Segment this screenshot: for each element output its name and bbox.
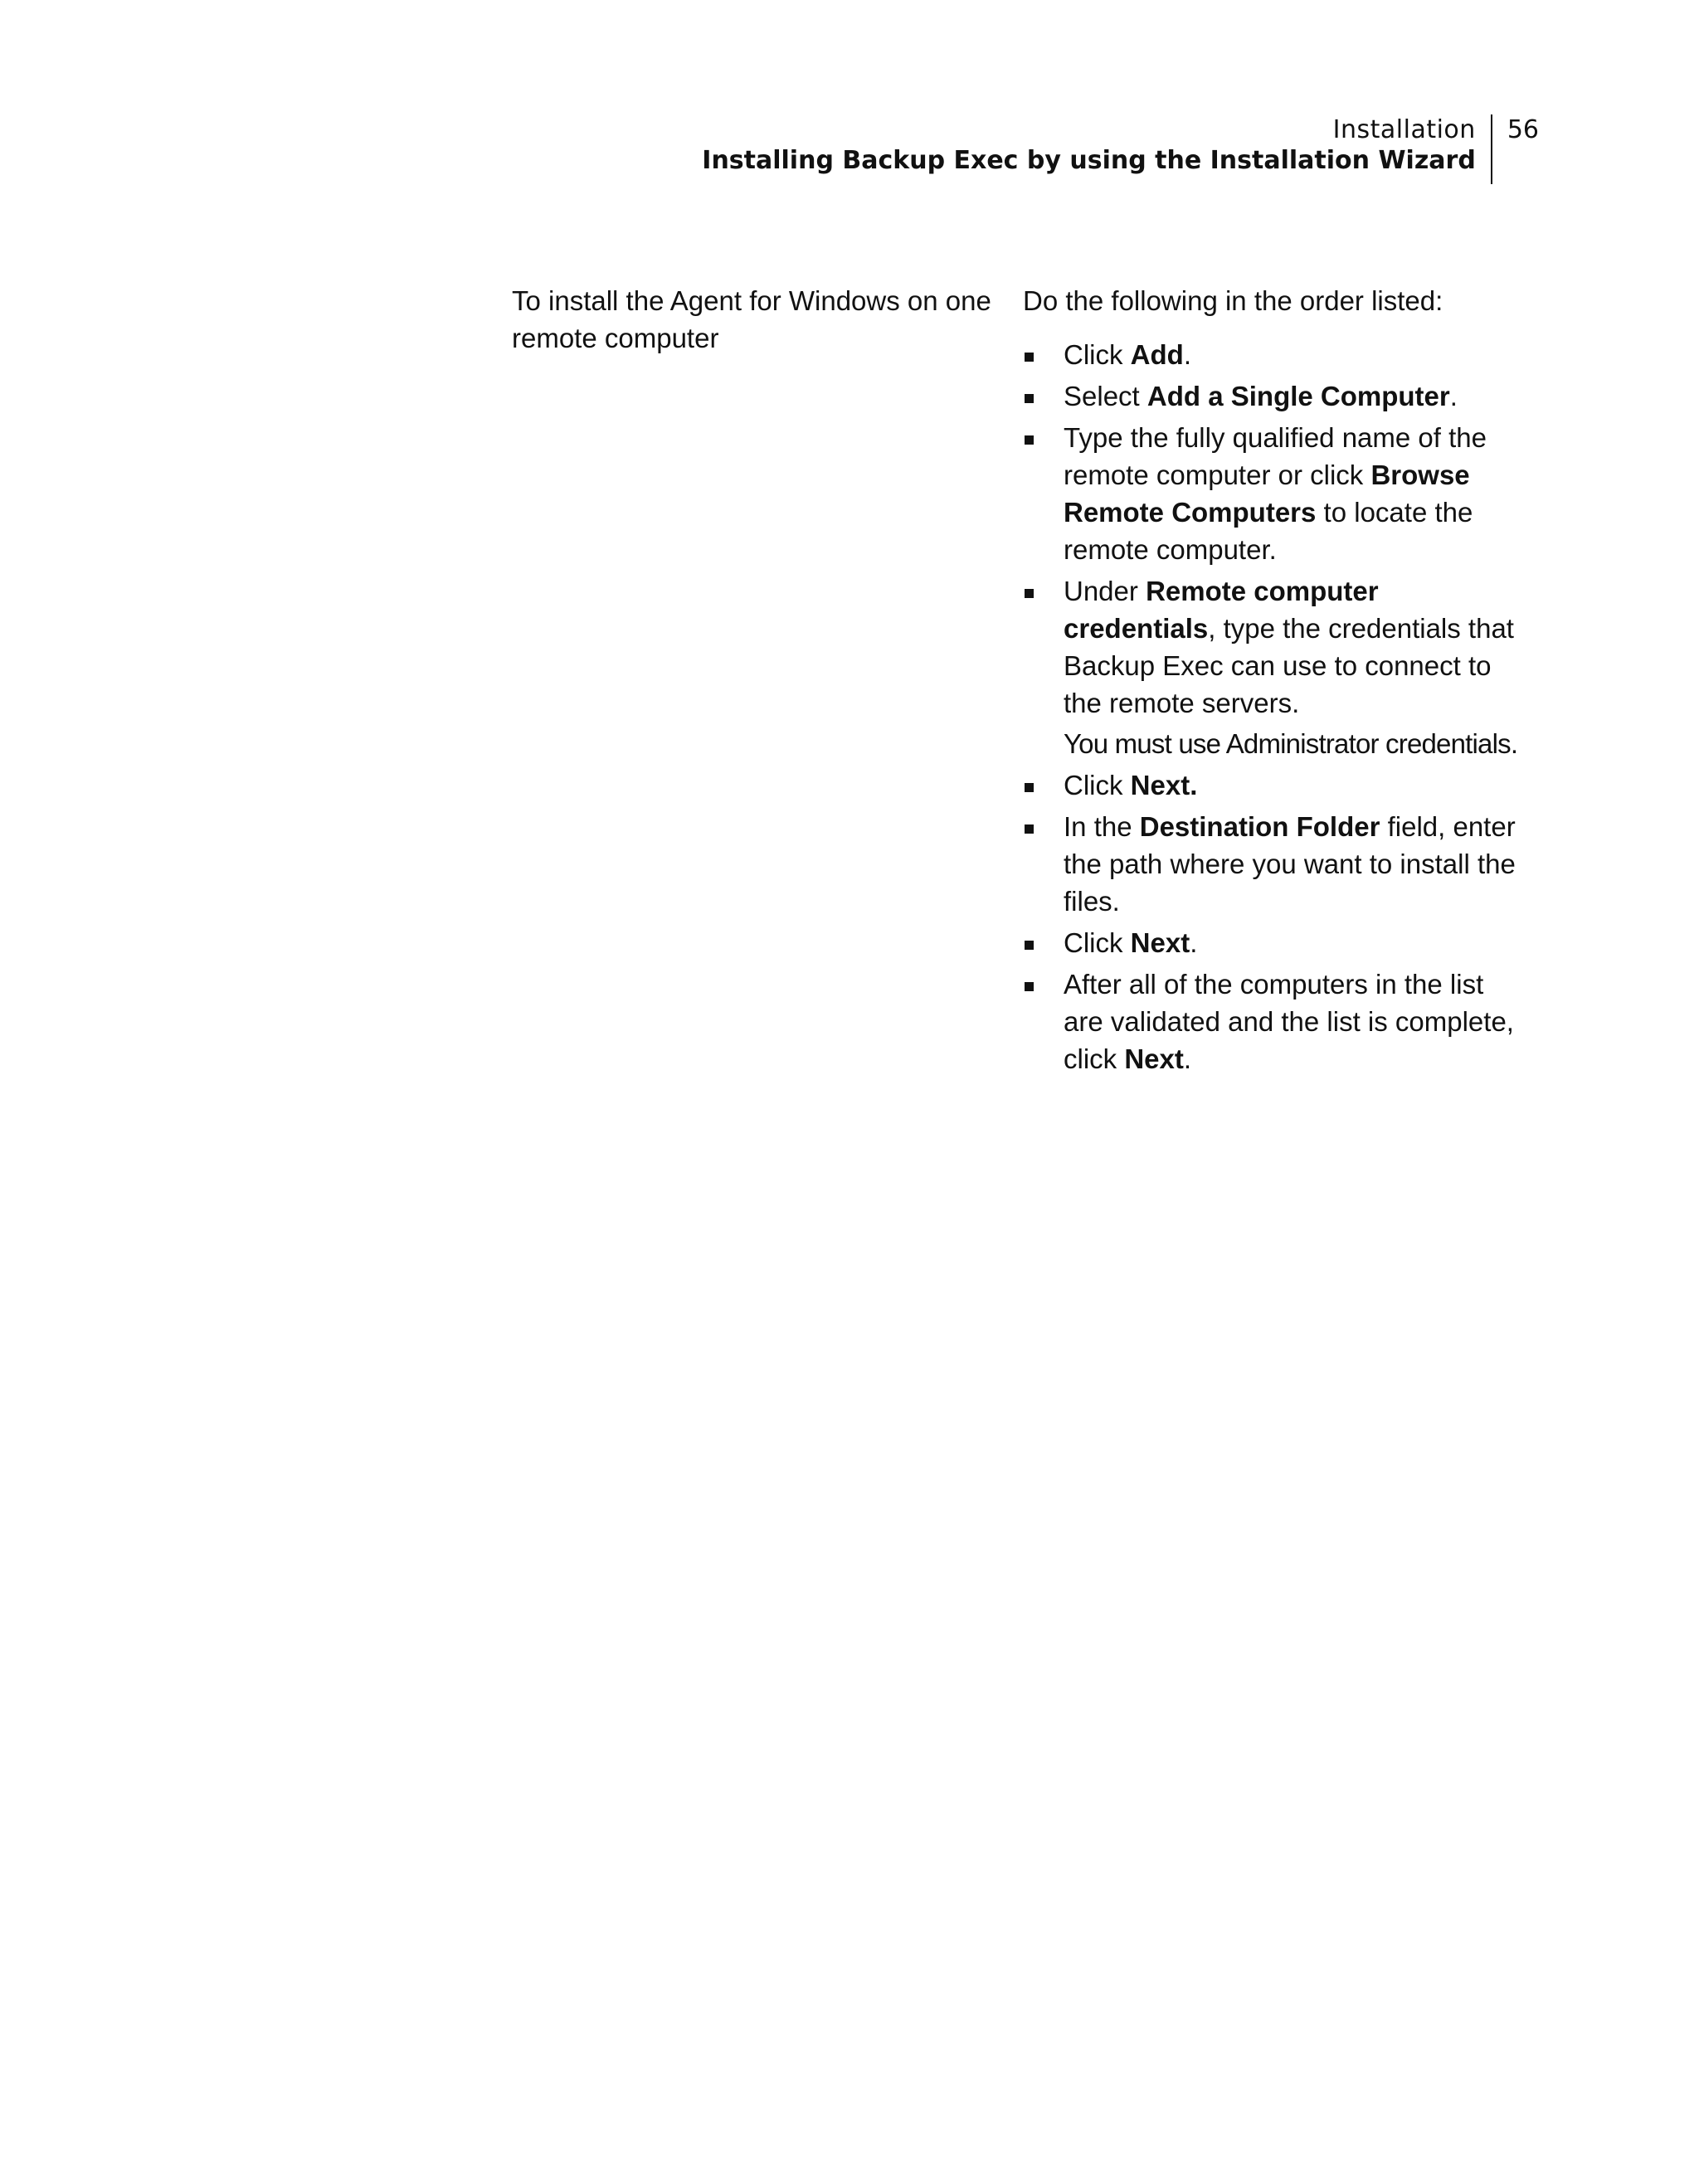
step-ui-term: Next — [1130, 927, 1190, 958]
step-text: field, enter the path where you want to install the files. — [1064, 811, 1516, 917]
square-bullet-icon — [1025, 824, 1034, 834]
step-text: . — [1183, 1043, 1192, 1074]
square-bullet-icon — [1025, 941, 1034, 950]
step-text: Under — [1064, 576, 1146, 606]
step-ui-term: Add a Single Computer — [1146, 381, 1450, 411]
task-description-cell — [512, 282, 1023, 1082]
square-bullet-icon — [1025, 589, 1034, 598]
step-item — [1023, 924, 1526, 961]
square-bullet-icon — [1025, 982, 1034, 991]
step-text: . — [1183, 339, 1191, 370]
step-text: Type the fully qualified name of the remote computer or click — [1064, 422, 1487, 490]
step-text: In the — [1064, 811, 1140, 842]
step-ui-term: Remote computer credentials — [1064, 576, 1379, 644]
step-text: Click — [1064, 927, 1131, 958]
page-number: 56 — [1507, 115, 1539, 144]
step-ui-term: Browse Remote Computers — [1064, 460, 1470, 528]
step-text: Click — [1064, 339, 1131, 370]
procedure-cell — [1023, 282, 1526, 1082]
header-section-title: Installation — [1332, 115, 1476, 144]
step-text: , type the credentials that Backup Exec can use to connect to the remote servers. — [1064, 613, 1514, 718]
task-description: To install the Agent for Windows on one remote computer — [512, 285, 991, 353]
step-item — [1023, 419, 1526, 568]
step-text: . — [1190, 927, 1198, 958]
step-note: You must use Administrator credentials. — [1064, 728, 1518, 759]
step-item — [1023, 766, 1526, 804]
header-subsection-title: Installing Backup Exec by using the Installation Wizard — [702, 146, 1476, 175]
step-text: . — [1449, 381, 1458, 411]
step-ui-term: Add — [1130, 339, 1184, 370]
step-item — [1023, 377, 1526, 415]
step-item — [1023, 336, 1526, 373]
procedure-intro: Do the following in the order listed: — [1023, 285, 1443, 316]
step-ui-term: Destination Folder — [1139, 811, 1380, 842]
procedure-steps — [1023, 336, 1526, 1077]
square-bullet-icon — [1025, 783, 1034, 792]
step-ui-term: Next — [1124, 1043, 1184, 1074]
header-titles — [702, 114, 1492, 184]
step-text: Select — [1064, 381, 1147, 411]
step-text: After all of the computers in the list are validated and the list is complete, click — [1064, 969, 1514, 1074]
step-text: to locate the remote computer. — [1064, 497, 1473, 565]
step-item — [1023, 966, 1526, 1077]
instruction-table-row — [512, 282, 1526, 1082]
step-text: Click — [1064, 770, 1131, 800]
page-header — [702, 114, 1539, 184]
step-item — [1023, 572, 1526, 762]
step-ui-term: Next. — [1130, 770, 1198, 800]
square-bullet-icon — [1025, 394, 1034, 403]
step-item — [1023, 808, 1526, 920]
square-bullet-icon — [1025, 353, 1034, 362]
square-bullet-icon — [1025, 435, 1034, 445]
